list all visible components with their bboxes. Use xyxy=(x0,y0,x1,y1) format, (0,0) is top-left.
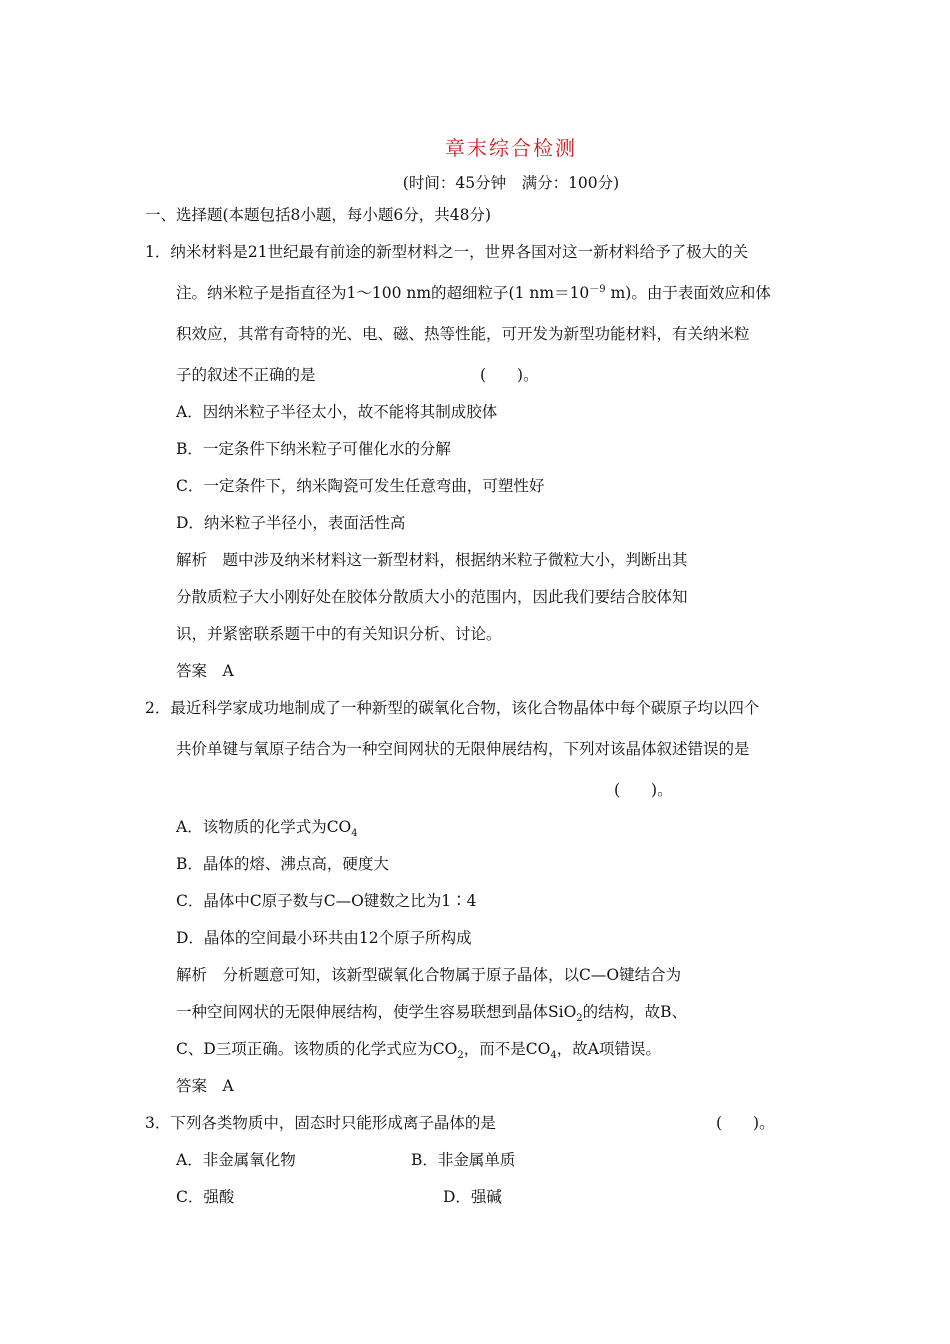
q2-analysis-line3: C、D三项正确。该物质的化学式应为$CO_2$，而不是$CO_4$，故A项错误。 xyxy=(176,1040,661,1062)
q1-option-d: D．纳米粒子半径小，表面活性高 xyxy=(176,514,406,532)
q2-stem-line1: 2．最近科学家成功地制成了一种新型的碳氧化合物，该化合物晶体中每个碳原子均以四个 xyxy=(145,699,760,717)
page-title: 章末综合检测 xyxy=(445,136,577,160)
q1-stem-line3: 积效应，其常有奇特的光、电、磁、热等性能，可开发为新型功能材料，有关纳米粒 xyxy=(176,325,750,343)
q1-option-a: A．因纳米粒子半径太小，故不能将其制成胶体 xyxy=(176,403,498,421)
q3-option-a: A．非金属氧化物 xyxy=(176,1151,296,1169)
q1-stem-line2: 注。纳米粒子是指直径为1～100 nm的超细粒子(1 $nm=10^{-9}$ m)。由于表面效应和体 xyxy=(176,283,771,302)
q2-option-b: B．晶体的熔、沸点高，硬度大 xyxy=(176,855,389,873)
q1-answer: 答案 A xyxy=(176,662,234,680)
q1-analysis-line2: 分散质粒子大小刚好处在胶体分散质大小的范围内，因此我们要结合胶体知 xyxy=(176,588,688,606)
q1-analysis-line1: 解析 题中涉及纳米材料这一新型材料，根据纳米粒子微粒大小，判断出其 xyxy=(176,551,688,569)
q2-answer: 答案 A xyxy=(176,1077,234,1095)
q2-analysis-line1: 解析 分析题意可知，该新型碳氧化合物属于原子晶体，以C—O键结合为 xyxy=(176,966,682,984)
q2-option-a: A．该物质的化学式为$CO_4$ xyxy=(176,818,358,840)
q1-answer-bracket: ( )。 xyxy=(480,366,539,384)
q3-option-b: B．非金属单质 xyxy=(411,1151,516,1169)
q3-option-d: D．强碱 xyxy=(443,1188,502,1206)
q1-option-b: B．一定条件下纳米粒子可催化水的分解 xyxy=(176,440,451,458)
section-heading: 一、选择题(本题包括8小题，每小题6分，共48分) xyxy=(145,206,492,224)
q2-option-d: D．晶体的空间最小环共由12个原子所构成 xyxy=(176,929,472,947)
q2-option-c: C．晶体中C原子数与C—O键数之比为1∶4 xyxy=(176,892,477,910)
q1-option-c: C．一定条件下，纳米陶瓷可发生任意弯曲，可塑性好 xyxy=(176,477,545,495)
q3-stem-line1: 3．下列各类物质中，固态时只能形成离子晶体的是 xyxy=(145,1114,496,1132)
q3-answer-bracket: ( )。 xyxy=(716,1114,775,1132)
q2-answer-bracket: ( )。 xyxy=(614,781,673,799)
q1-stem-line1: 1．纳米材料是21世纪最有前途的新型材料之一，世界各国对这一新材料给予了极大的关 xyxy=(145,243,749,261)
q1-analysis-line3: 识，并紧密联系题干中的有关知识分析、讨论。 xyxy=(176,625,502,643)
q2-analysis-line2: 一种空间网状的无限伸展结构，使学生容易联想到晶体SiO$_2$的结构，故B、 xyxy=(176,1003,688,1025)
q1-stem-line4: 子的叙述不正确的是 xyxy=(176,366,316,384)
q2-stem-line2: 共价单键与氧原子结合为一种空间网状的无限伸展结构，下列对该晶体叙述错误的是 xyxy=(176,740,750,758)
q3-option-c: C．强酸 xyxy=(176,1188,235,1206)
exam-info: (时间：45分钟 满分：100分) xyxy=(402,174,620,192)
